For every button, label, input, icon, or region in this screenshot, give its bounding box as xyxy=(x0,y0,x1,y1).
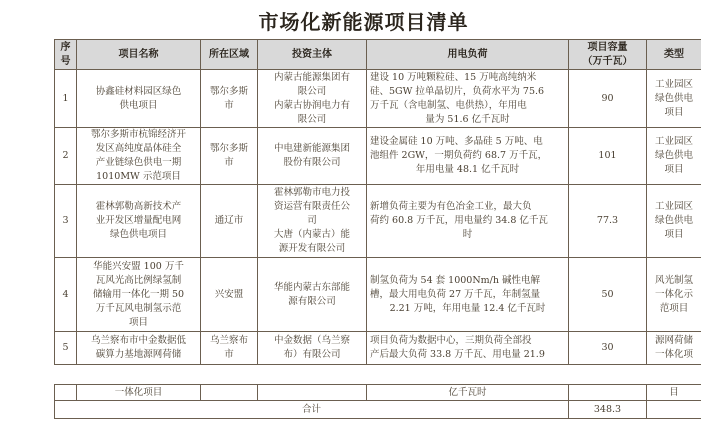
total-value: 348.3 xyxy=(569,401,647,419)
table-row xyxy=(55,258,702,332)
cell-region: 通辽市 xyxy=(201,185,258,258)
cell-load: 建设金属硅 10 万吨、多晶硅 5 万吨、电 池组件 2GW，一期负荷约 68.7 万千瓦， 年用电量 48.1 亿千瓦时 xyxy=(367,128,569,185)
cell-type: 工业园区 绿色供电 项目 xyxy=(647,128,702,185)
header-type: 类型 xyxy=(647,40,702,70)
cell-region xyxy=(201,385,258,401)
cell-load: 建设 10 万吨颗粒硅、15 万吨高纯纳米 硅、5GW 拉单晶切片，负荷水平为 75.6 万千瓦（含电制氢、电供热），年用电 量为 51.6 亿千瓦时 xyxy=(367,70,569,128)
cell-load: 亿千瓦时 xyxy=(367,385,569,401)
project-table-wrapper xyxy=(54,39,701,433)
project-table xyxy=(54,39,701,419)
cell-name: 华能兴安盟 100 万千 瓦风光高比例绿氢制 储输用一体化一期 50 万千瓦风电制氢示范 项目 xyxy=(77,258,201,332)
cell-investor: 中金数据（乌兰察 布）有限公司 xyxy=(258,332,367,365)
cell-seq xyxy=(55,385,77,401)
header-name: 项目名称 xyxy=(77,40,201,70)
cell-region: 兴安盟 xyxy=(201,258,258,332)
header-row xyxy=(55,40,702,70)
cell-name: 乌兰察布市中金数据低 碳算力基地源网荷储 xyxy=(77,332,201,365)
cell-capacity: 30 xyxy=(569,332,647,365)
cell-load: 制氢负荷为 54 套 1000Nm/h 碱性电解 槽，最大用电负荷 27 万千瓦，年制氢量 2.21 万吨，年用电量 12.4 亿千瓦时 xyxy=(367,258,569,332)
cell-type: 工业园区 绿色供电 项目 xyxy=(647,70,702,128)
page-title: 市场化新能源项目清单 xyxy=(258,10,469,34)
header-region: 所在区域 xyxy=(201,40,258,70)
cell-capacity: 50 xyxy=(569,258,647,332)
cell-region: 鄂尔多斯 市 xyxy=(201,70,258,128)
cell-investor: 霍林郭勒市电力投 资运营有限责任公 司 大唐（内蒙古）能 源开发有限公司 xyxy=(258,185,367,258)
cell-type: 源网荷储 一体化项 xyxy=(647,332,702,365)
cell-name: 协鑫硅材料园区绿色 供电项目 xyxy=(77,70,201,128)
total-label: 合计 xyxy=(55,401,569,419)
page-break-gap xyxy=(55,365,702,385)
table-row xyxy=(55,332,702,365)
cell-seq: 1 xyxy=(55,70,77,128)
cell-type: 目 xyxy=(647,385,702,401)
cell-investor: 华能内蒙古东部能 源有限公司 xyxy=(258,258,367,332)
cell-seq: 5 xyxy=(55,332,77,365)
table-row xyxy=(55,128,702,185)
cell-seq: 4 xyxy=(55,258,77,332)
total-type-empty xyxy=(647,401,702,419)
cell-investor xyxy=(258,385,367,401)
cell-type: 工业园区 绿色供电 项目 xyxy=(647,185,702,258)
cell-region: 乌兰察布 市 xyxy=(201,332,258,365)
cell-region: 鄂尔多斯 市 xyxy=(201,128,258,185)
cell-seq: 2 xyxy=(55,128,77,185)
table-row xyxy=(55,70,702,128)
cell-capacity: 101 xyxy=(569,128,647,185)
cell-investor: 内蒙古能源集团有 限公司 内蒙古协润电力有 限公司 xyxy=(258,70,367,128)
cell-investor: 中电建新能源集团 股份有限公司 xyxy=(258,128,367,185)
header-load: 用电负荷 xyxy=(367,40,569,70)
total-row xyxy=(55,401,702,419)
header-seq: 序 号 xyxy=(55,40,77,70)
cell-load: 项目负荷为数据中心，三期负荷全部投 产后最大负荷 33.8 万千瓦、用电量 21.9 xyxy=(367,332,569,365)
gap-cell xyxy=(55,365,702,385)
header-capacity: 项目容量 （万千瓦） xyxy=(569,40,647,70)
table-row xyxy=(55,185,702,258)
header-investor: 投资主体 xyxy=(258,40,367,70)
cell-type: 风光制氢 一体化示 范项目 xyxy=(647,258,702,332)
cell-name: 一体化项目 xyxy=(77,385,201,401)
cell-capacity: 90 xyxy=(569,70,647,128)
cell-capacity xyxy=(569,385,647,401)
continuation-row xyxy=(55,385,702,401)
cell-seq: 3 xyxy=(55,185,77,258)
cell-capacity: 77.3 xyxy=(569,185,647,258)
cell-name: 鄂尔多斯市杭锦经济开 发区高纯度晶体硅全 产业链绿色供电一期 1010MW 示范项目 xyxy=(77,128,201,185)
cell-name: 霍林郭勒高新技术产 业开发区增量配电网 绿色供电项目 xyxy=(77,185,201,258)
cell-load: 新增负荷主要为有色冶金工业，最大负 荷约 60.8 万千瓦，用电量约 34.8 亿千瓦 时 xyxy=(367,185,569,258)
